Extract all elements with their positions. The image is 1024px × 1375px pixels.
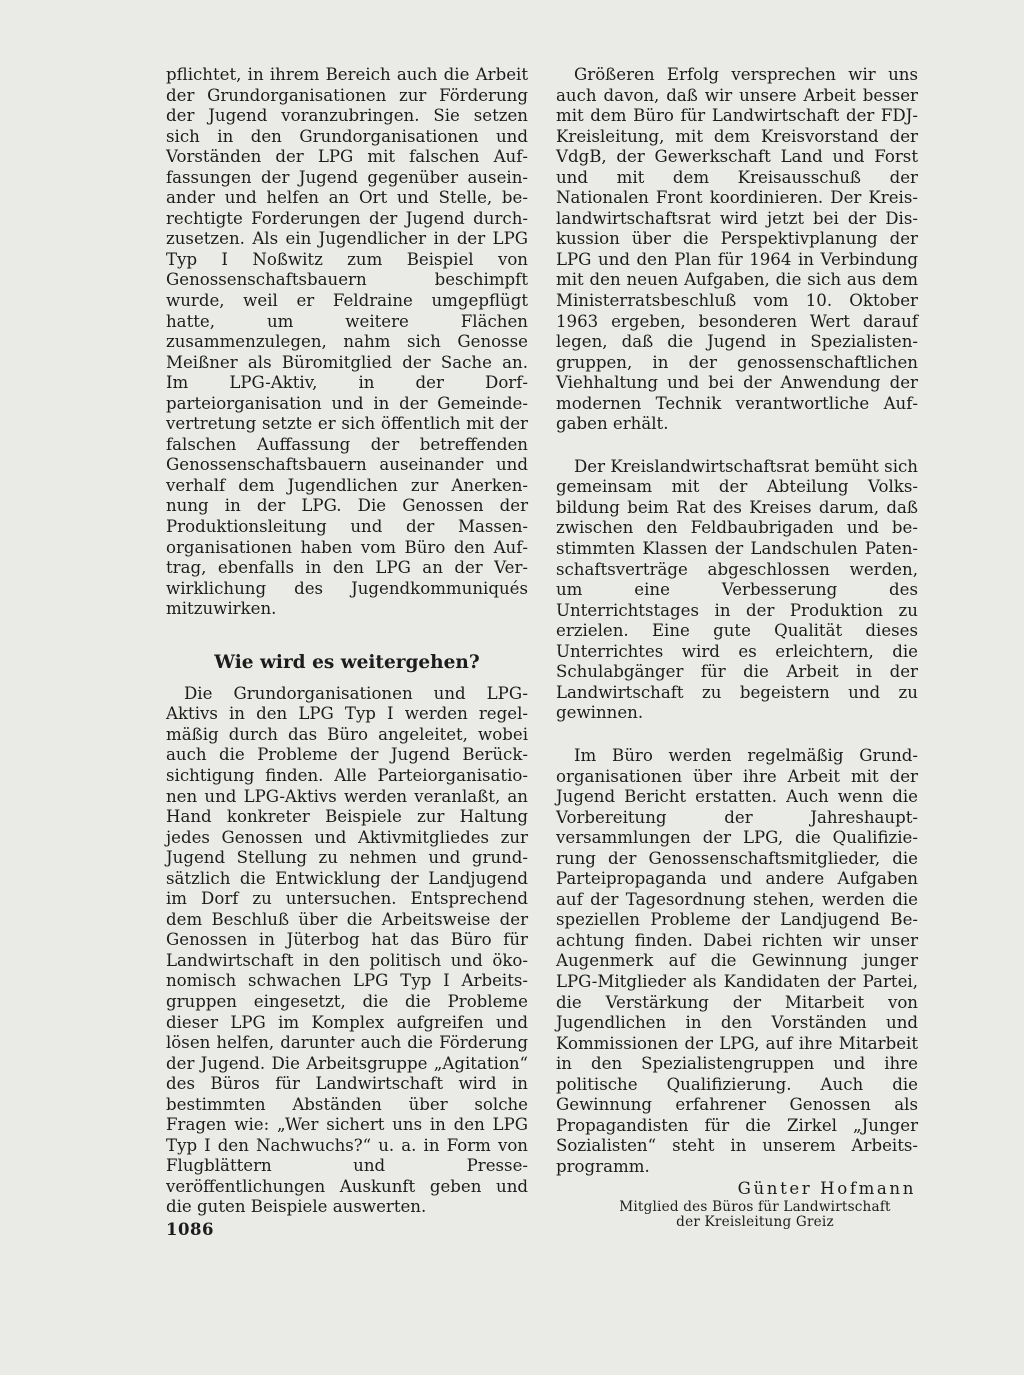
author-name: Günter Hofmann [737, 1179, 916, 1199]
section-heading: Wie wird es weitergehen? [214, 651, 480, 673]
page-number: 1086 [166, 1220, 214, 1239]
author-role-line-1: Mitglied des Büros für Landwirtschaft [619, 1198, 891, 1215]
left-column [166, 65, 528, 1218]
right-paragraph-3: Im Büro werden regelmäßig Grundorganisationen über ihre Arbeit mit der Jugend Bericht erstatten. Auch wenn die Vorbereitung der Jahreshauptversammlungen der LPG, die Qualifizierung der Genossenschaftsmitglieder, die Parteipropaganda und andere Aufgaben auf der Tagesordnung stehen, werden die speziellen Probleme der Landjugend Beachtung finden. Dabei richten wir unser Augenmerk auf die Gewinnung junger LPG-Mitglieder als Kandidaten der Partei, die Verstärkung der Mitarbeit von Jugendlichen in den Vorständen und Kommissionen der LPG, auf ihre Mitarbeit in den Spezialistengruppen und ihre politische Qualifizierung. Auch die Gewinnung erfahrener Genossen als Propagandisten für die Zirkel „Junger Sozialisten“ steht in unserem Arbeitsprogramm. [556, 745, 918, 1176]
left-paragraph-1: pflichtet, in ihrem Bereich auch die Arbeit der Grundorganisationen zur Förderung der Jugend voranzubringen. Sie setzen sich in den Grundorganisationen und Vorständen der LPG mit falschen Auffassungen der Jugend gegenüber auseinander und helfen an Ort und Stelle, berechtigte Forderungen der Jugend durchzusetzen. Als ein Jugendlicher in der LPG Typ I Noßwitz zum Beispiel von Genossenschaftsbauern beschimpft wurde, weil er Feldraine umgepflügt hatte, um weitere Flächen zusammenzulegen, nahm sich Genosse Meißner als Büromitglied der Sache an. Im LPG-Aktiv, in der Dorfparteiorganisation und in der Gemeindevertretung setzte er sich öffentlich mit der falschen Auffassung der betreffenden Genossenschaftsbauern auseinander und verhalf dem Jugendlichen zur Anerkennung in der LPG. Die Genossen der Produktionsleitung und der Massenorganisationen haben vom Büro den Auftrag, ebenfalls in den LPG an der Verwirklichung des Jugendkommuniqués mitzuwirken. [166, 65, 528, 619]
author-role-line-2: der Kreisleitung Greiz [676, 1213, 834, 1230]
right-paragraph-2: Der Kreislandwirtschaftsrat bemüht sich gemeinsam mit der Abteilung Volksbildung beim Rat des Kreises darum, daß zwischen den Feldbaubrigaden und bestimmten Klassen der Landschulen Patenschaftsverträge abgeschlossen werden, um eine Verbesserung des Unterrichtstages in der Produktion zu erzielen. Eine gute Qualität dieses Unterrichtes wird es erleichtern, die Schulabgänger für die Arbeit in der Landwirtschaft zu begeistern und zu gewinnen. [556, 456, 918, 723]
left-paragraph-2: Die Grundorganisationen und LPG-Aktivs in den LPG Typ I werden regelmäßig durch das Büro angeleitet, wobei auch die Probleme der Jugend Berücksichtigung finden. Alle Parteiorganisationen und LPG-Aktivs werden veranlaßt, an Hand konkreter Beispiele zur Haltung jedes Genossen und Aktivmitgliedes zur Jugend Stellung zu nehmen und grundsätzlich die Entwicklung der Landjugend im Dorf zu untersuchen. Entsprechend dem Beschluß über die Arbeitsweise der Genossen in Jüterbog hat das Büro für Landwirtschaft in den politisch und ökonomisch schwachen LPG Typ I Arbeitsgruppen eingesetzt, die die Probleme dieser LPG im Komplex aufgreifen und lösen helfen, darunter auch die Förderung der Jugend. Die Arbeitsgruppe „Agitation“ des Büros für Landwirtschaft wird in bestimmten Abständen über solche Fragen wie: „Wer sichert uns in den LPG Typ I den Nachwuchs?“ u. a. in Form von Flugblättern und Presseveröffentlichungen Auskunft geben und die guten Beispiele auswerten. [166, 683, 528, 1217]
right-paragraph-1: Größeren Erfolg versprechen wir uns auch davon, daß wir unsere Arbeit besser mit dem Büro für Landwirtschaft der FDJ-Kreisleitung, mit dem Kreisvorstand der VdgB, der Gewerkschaft Land und Forst und mit dem Kreisausschuß der Nationalen Front koordinieren. Der Kreislandwirtschaftsrat wird jetzt bei der Diskussion über die Perspektivplanung der LPG und den Plan für 1964 in Verbindung mit den neuen Aufgaben, die sich aus dem Ministerratsbeschluß vom 10. Oktober 1963 ergeben, besonderen Wert darauf legen, daß die Jugend in Spezialistengruppen, in der genossenschaftlichen Viehhaltung und bei der Anwendung der modernen Technik verantwortliche Aufgaben erhält. [556, 65, 918, 434]
right-column [556, 65, 918, 1230]
